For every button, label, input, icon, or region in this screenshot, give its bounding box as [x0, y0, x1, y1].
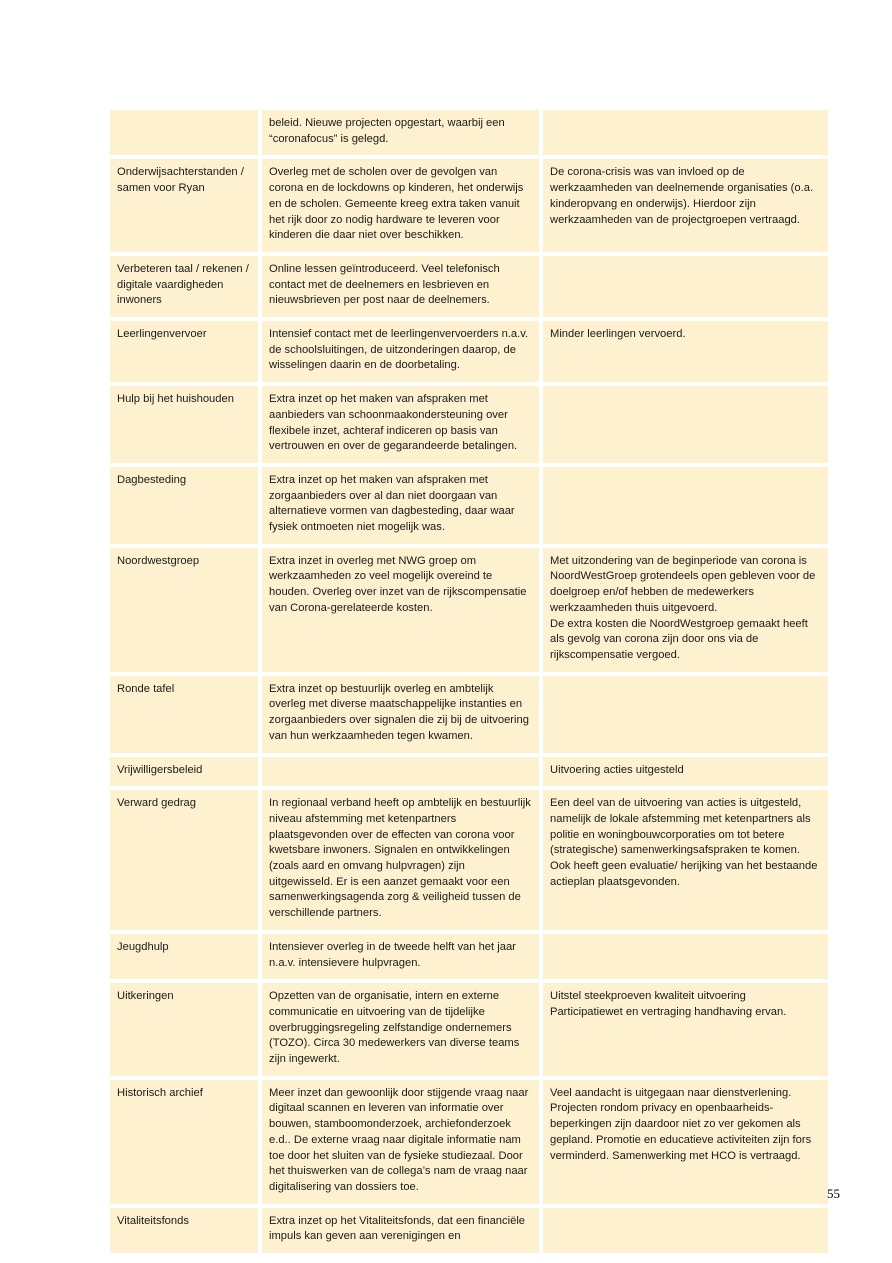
effects-cell: Uitvoering acties uitgesteld: [539, 757, 828, 787]
topic-cell: Dagbesteding: [110, 467, 258, 544]
table-row: [110, 934, 828, 979]
topic-cell: Jeugdhulp: [110, 934, 258, 979]
table-row: [110, 110, 828, 155]
effects-cell: Met uitzondering van de beginperiode van corona is NoordWestGroep grotendeels open gebleven voor de doelgroep en/of hebben de medewerkers werkzaamheden thuis uitgevoerd. De extra kosten die NoordWestgroep gemaakt heeft als gevolg van corona zijn door ons via de rijkscompensatie vergoed.: [539, 548, 828, 672]
topic-cell: Vrijwilligersbeleid: [110, 757, 258, 787]
table-row: [110, 983, 828, 1076]
measures-cell: Extra inzet op bestuurlijk overleg en ambtelijk overleg met diverse maatschappelijke instanties en zorgaanbieders over signalen die zij bij de uitvoering van hun werkzaamheden tegen kwamen.: [258, 676, 539, 753]
topic-cell: Leerlingenvervoer: [110, 321, 258, 382]
table-row: [110, 386, 828, 463]
measures-cell: In regionaal verband heeft op ambtelijk en bestuurlijk niveau afstemming met ketenpartners plaatsgevonden over de effecten van corona voor kwetsbare inwoners. Signalen en ontwikkelingen (zoals aard en omvang hulpvragen) zijn uitgewisseld. Er is een aanzet gemaakt voor een samenwerkingsagenda zorg & veiligheid tussen de verschillende partners.: [258, 790, 539, 930]
measures-cell: Extra inzet in overleg met NWG groep om werkzaamheden zo veel mogelijk overeind te houden. Overleg over inzet van de rijkscompensatie van Corona-gerelateerde kosten.: [258, 548, 539, 672]
effects-cell: De corona-crisis was van invloed op de werkzaamheden van deelnemende organisaties (o.a. kinderopvang en onderwijs). Hierdoor zijn werkzaamheden van de projectgroepen vertraagd.: [539, 159, 828, 252]
effects-cell: Een deel van de uitvoering van acties is uitgesteld, namelijk de lokale afstemming met ketenpartners als politie en woningbouwcorporaties om tot betere (strategische) samenwerkingsafspraken te komen. Ook heeft geen evaluatie/ herijking van het bestaande actieplan plaatsgevonden.: [539, 790, 828, 930]
effects-cell: Uitstel steekproeven kwaliteit uitvoering Participatiewet en vertraging handhaving ervan.: [539, 983, 828, 1076]
topic-cell: Noordwestgroep: [110, 548, 258, 672]
effects-cell: Veel aandacht is uitgegaan naar dienstverlening. Projecten rondom privacy en openbaarheids-beperkingen zijn daardoor niet zo ver gekomen als gepland. Promotie en educatieve activiteiten zijn fors verminderd. Samenwerking met HCO is vertraagd.: [539, 1080, 828, 1204]
topic-cell: Verward gedrag: [110, 790, 258, 930]
effects-cell: [539, 1208, 828, 1253]
measures-cell: Extra inzet op het maken van afspraken met zorgaanbieders over al dan niet doorgaan van alternatieve vormen van dagbesteding, daar waar fysiek ontmoeten niet mogelijk was.: [258, 467, 539, 544]
measures-cell: Online lessen geïntroduceerd. Veel telefonisch contact met de deelnemers en lesbrieven en nieuwsbrieven per post naar de deelnemers.: [258, 256, 539, 317]
measures-cell: Extra inzet op het maken van afspraken met aanbieders van schoonmaakondersteuning over flexibele inzet, achteraf indiceren op basis van vertrouwen en over de gegarandeerde betalingen.: [258, 386, 539, 463]
table-row: [110, 467, 828, 544]
table-row: [110, 676, 828, 753]
table-row: [110, 548, 828, 672]
table-row: [110, 321, 828, 382]
table-row: [110, 790, 828, 930]
table-row: [110, 1208, 828, 1253]
topic-cell: Onderwijsachterstanden / samen voor Ryan: [110, 159, 258, 252]
topic-cell: Uitkeringen: [110, 983, 258, 1076]
measures-cell: beleid. Nieuwe projecten opgestart, waarbij een “coronafocus” is gelegd.: [258, 110, 539, 155]
effects-cell: [539, 676, 828, 753]
effects-cell: [539, 386, 828, 463]
table-row: [110, 757, 828, 787]
measures-cell: Overleg met de scholen over de gevolgen van corona en de lockdowns op kinderen, het onderwijs en de scholen. Gemeente kreeg extra taken vanuit het rijk door zo nodig hardware te leveren voor kinderen die daar niet over beschikken.: [258, 159, 539, 252]
effects-cell: [539, 934, 828, 979]
effects-cell: [539, 256, 828, 317]
table-row: [110, 256, 828, 317]
table-row: [110, 1080, 828, 1204]
measures-table: [110, 106, 828, 1257]
effects-cell: Minder leerlingen vervoerd.: [539, 321, 828, 382]
topic-cell: [110, 110, 258, 155]
effects-cell: [539, 110, 828, 155]
topic-cell: Vitaliteitsfonds: [110, 1208, 258, 1253]
measures-cell: Intensief contact met de leerlingenvervoerders n.a.v. de schoolsluitingen, de uitzonderingen daarop, de wisselingen daarin en de doorbetaling.: [258, 321, 539, 382]
measures-cell: Meer inzet dan gewoonlijk door stijgende vraag naar digitaal scannen en leveren van informatie over bouwen, stamboomonderzoek, archiefonderzoek e.d.. De externe vraag naar digitale informatie nam toe door het sluiten van de fysieke studiezaal. Door het thuiswerken van de collega’s nam de vraag naar digitalisering van dossiers toe.: [258, 1080, 539, 1204]
measures-cell: Intensiever overleg in de tweede helft van het jaar n.a.v. intensievere hulpvragen.: [258, 934, 539, 979]
measures-cell: [258, 757, 539, 787]
measures-cell: Extra inzet op het Vitaliteitsfonds, dat een financiële impuls kan geven aan verenigingen en: [258, 1208, 539, 1253]
effects-cell: [539, 467, 828, 544]
page-number: 55: [827, 1186, 840, 1201]
topic-cell: Ronde tafel: [110, 676, 258, 753]
table-row: [110, 159, 828, 252]
topic-cell: Hulp bij het huishouden: [110, 386, 258, 463]
topic-cell: Verbeteren taal / rekenen / digitale vaardigheden inwoners: [110, 256, 258, 317]
measures-cell: Opzetten van de organisatie, intern en externe communicatie en uitvoering van de tijdelijke overbruggingsregeling zelfstandige ondernemers (TOZO). Circa 30 medewerkers van diverse teams zijn ingewerkt.: [258, 983, 539, 1076]
topic-cell: Historisch archief: [110, 1080, 258, 1204]
